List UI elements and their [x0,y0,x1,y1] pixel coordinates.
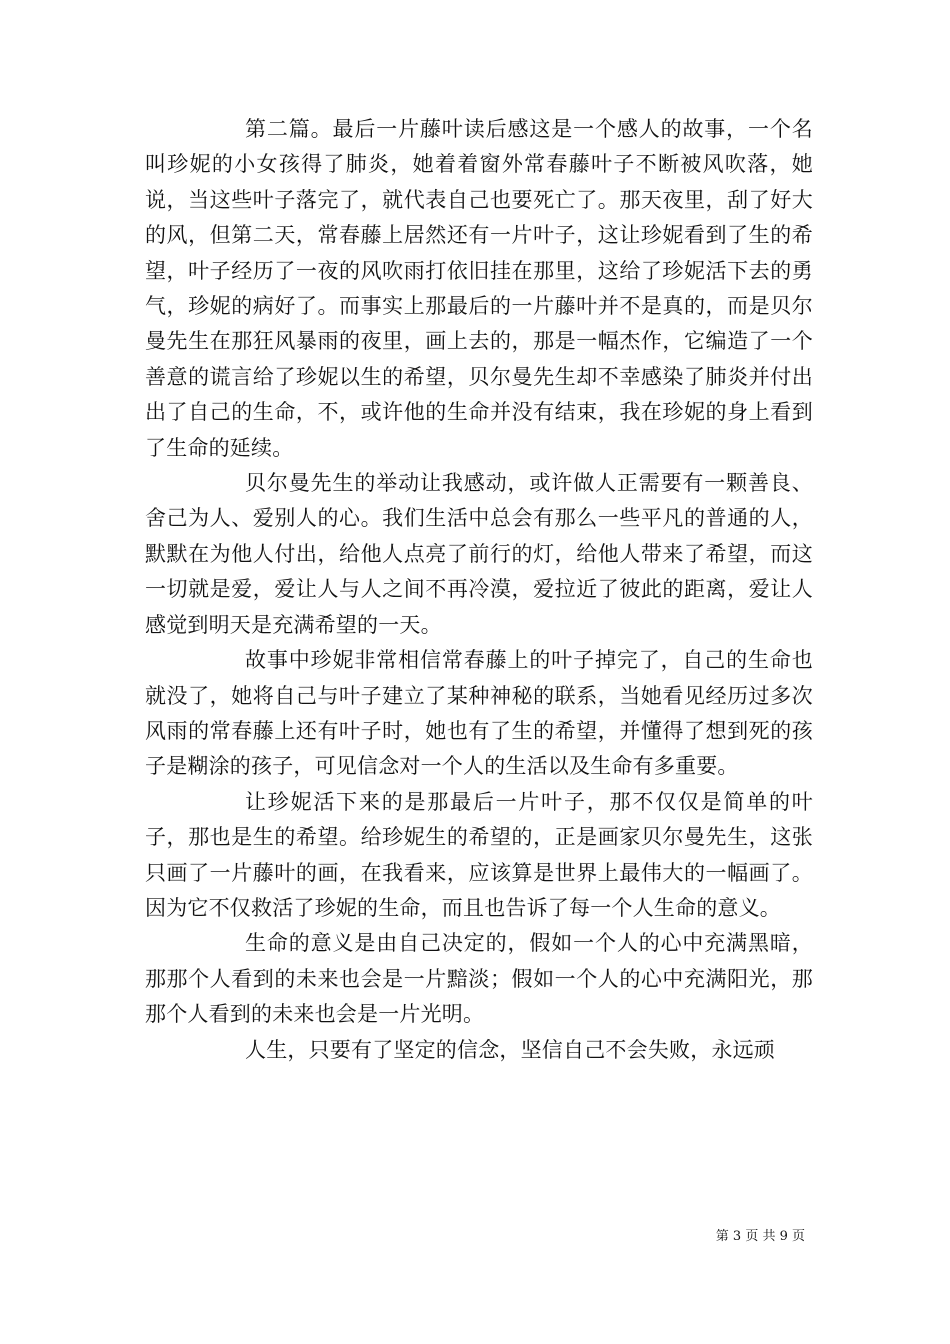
paragraph-2: 贝尔曼先生的举动让我感动，或许做人正需要有一颗善良、舍己为人、爱别人的心。我们生活中总会有那么一些平凡的普通的人，默默在为他人付出，给他人点亮了前行的灯，给他人带来了希望，而这一切就是爱，爱让人与人之间不再冷漠，爱拉近了彼此的距离，爱让人感觉到明天是充满希望的一天。 [145,471,813,637]
paragraph-5: 生命的意义是由自己决定的，假如一个人的心中充满黑暗，那那个人看到的未来也会是一片黯淡；假如一个人的心中充满阳光，那那个人看到的未来也会是一片光明。 [145,931,813,1027]
paragraph-3: 故事中珍妮非常相信常春藤上的叶子掉完了，自己的生命也就没了，她将自己与叶子建立了某种神秘的联系，当她看见经历过多次风雨的常春藤上还有叶子时，她也有了生的希望，并懂得了想到死的孩子是糊涂的孩子，可见信念对一个人的生活以及生命有多重要。 [145,648,813,779]
paragraph-6: 人生，只要有了坚定的信念，坚信自己不会失败，永远顽 [245,1037,775,1062]
paragraph-4: 让珍妮活下来的是那最后一片叶子，那不仅仅是简单的叶子，那也是生的希望。给珍妮生的希望的，正是画家贝尔曼先生，这张只画了一片藤叶的画，在我看来，应该算是世界上最伟大的一幅画了。因为它不仅救活了珍妮的生命，而且也告诉了每一个人生命的意义。 [145,789,813,920]
page-number: 第 3 页 共 9 页 [715,1229,805,1244]
paragraph-1: 第二篇。最后一片藤叶读后感这是一个感人的故事，一个名叫珍妮的小女孩得了肺炎，她着着窗外常春藤叶子不断被风吹落，她说，当这些叶子落完了，就代表自己也要死亡了。那天夜里，刮了好大的风，但第二天，常春藤上居然还有一片叶子，这让珍妮看到了生的希望，叶子经历了一夜的风吹雨打依旧挂在那里，这给了珍妮活下去的勇气，珍妮的病好了。而事实上那最后的一片藤叶并不是真的，而是贝尔曼先生在那狂风暴雨的夜里，画上去的，那是一幅杰作，它编造了一个善意的谎言给了珍妮以生的希望，贝尔曼先生却不幸感染了肺炎并付出出了自己的生命，不，或许他的生命并没有结束，我在珍妮的身上看到了生命的延续。 [145,117,813,460]
article-body [145,112,813,1068]
